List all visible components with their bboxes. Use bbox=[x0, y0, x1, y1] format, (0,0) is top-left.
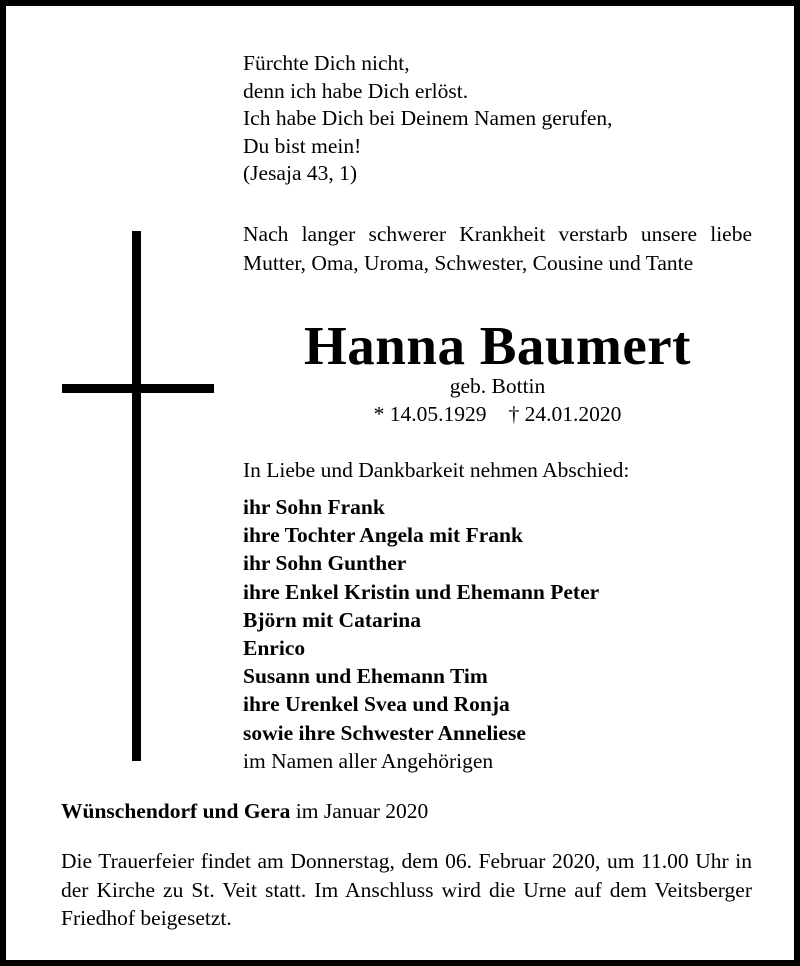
funeral-service-info: Die Trauerfeier findet am Donnerstag, dem 06. Februar 2020, um 11.00 Uhr in der Kirche zu St. Veit statt. Im Anschluss wird die Urne auf dem Veitsberger Friedhof beigesetzt. bbox=[61, 849, 752, 930]
mourner: sowie ihre Schwester Anneliese bbox=[243, 720, 526, 745]
mourner: ihre Urenkel Svea und Ronja bbox=[243, 692, 510, 717]
quote-line: Ich habe Dich bei Deinem Namen gerufen, bbox=[243, 106, 613, 130]
mourner: Susann und Ehemann Tim bbox=[243, 664, 488, 689]
deceased-name: Hanna Baumert bbox=[304, 315, 691, 376]
maiden-name: geb. Bottin bbox=[449, 374, 546, 398]
cross-icon-horizontal-bar bbox=[62, 384, 214, 393]
closing-line: im Namen aller Angehörigen bbox=[243, 748, 494, 773]
death-date: † 24.01.2020 bbox=[508, 402, 622, 426]
mourner: ihr Sohn Gunther bbox=[243, 551, 407, 576]
mourner: Björn mit Catarina bbox=[243, 607, 421, 632]
month-year: im Januar 2020 bbox=[290, 799, 429, 823]
mourner: ihre Enkel Kristin und Ehemann Peter bbox=[243, 579, 600, 604]
place-and-date bbox=[61, 797, 761, 825]
mourner: ihr Sohn Frank bbox=[243, 495, 385, 519]
mourner: ihre Tochter Angela mit Frank bbox=[243, 523, 523, 548]
birth-date: * 14.05.1929 bbox=[373, 402, 487, 426]
quote-source: (Jesaja 43, 1) bbox=[243, 161, 358, 185]
place-names: Wünschendorf und Gera bbox=[61, 799, 291, 823]
farewell-heading: In Liebe und Dankbarkeit nehmen Abschied: bbox=[243, 458, 630, 482]
death-announcement-text: Nach langer schwerer Krankheit verstarb unsere liebe Mutter, Oma, Uroma, Schwester, Cousine und Tante bbox=[243, 222, 752, 275]
bible-quote bbox=[243, 50, 763, 188]
quote-line: Du bist mein! bbox=[243, 133, 362, 158]
life-dates bbox=[243, 401, 752, 427]
cross-icon-vertical-bar bbox=[132, 231, 141, 761]
mourners-list bbox=[243, 493, 763, 775]
mourner: Enrico bbox=[243, 636, 306, 661]
quote-line: denn ich habe Dich erlöst. bbox=[243, 78, 469, 103]
quote-line: Fürchte Dich nicht, bbox=[243, 51, 410, 75]
